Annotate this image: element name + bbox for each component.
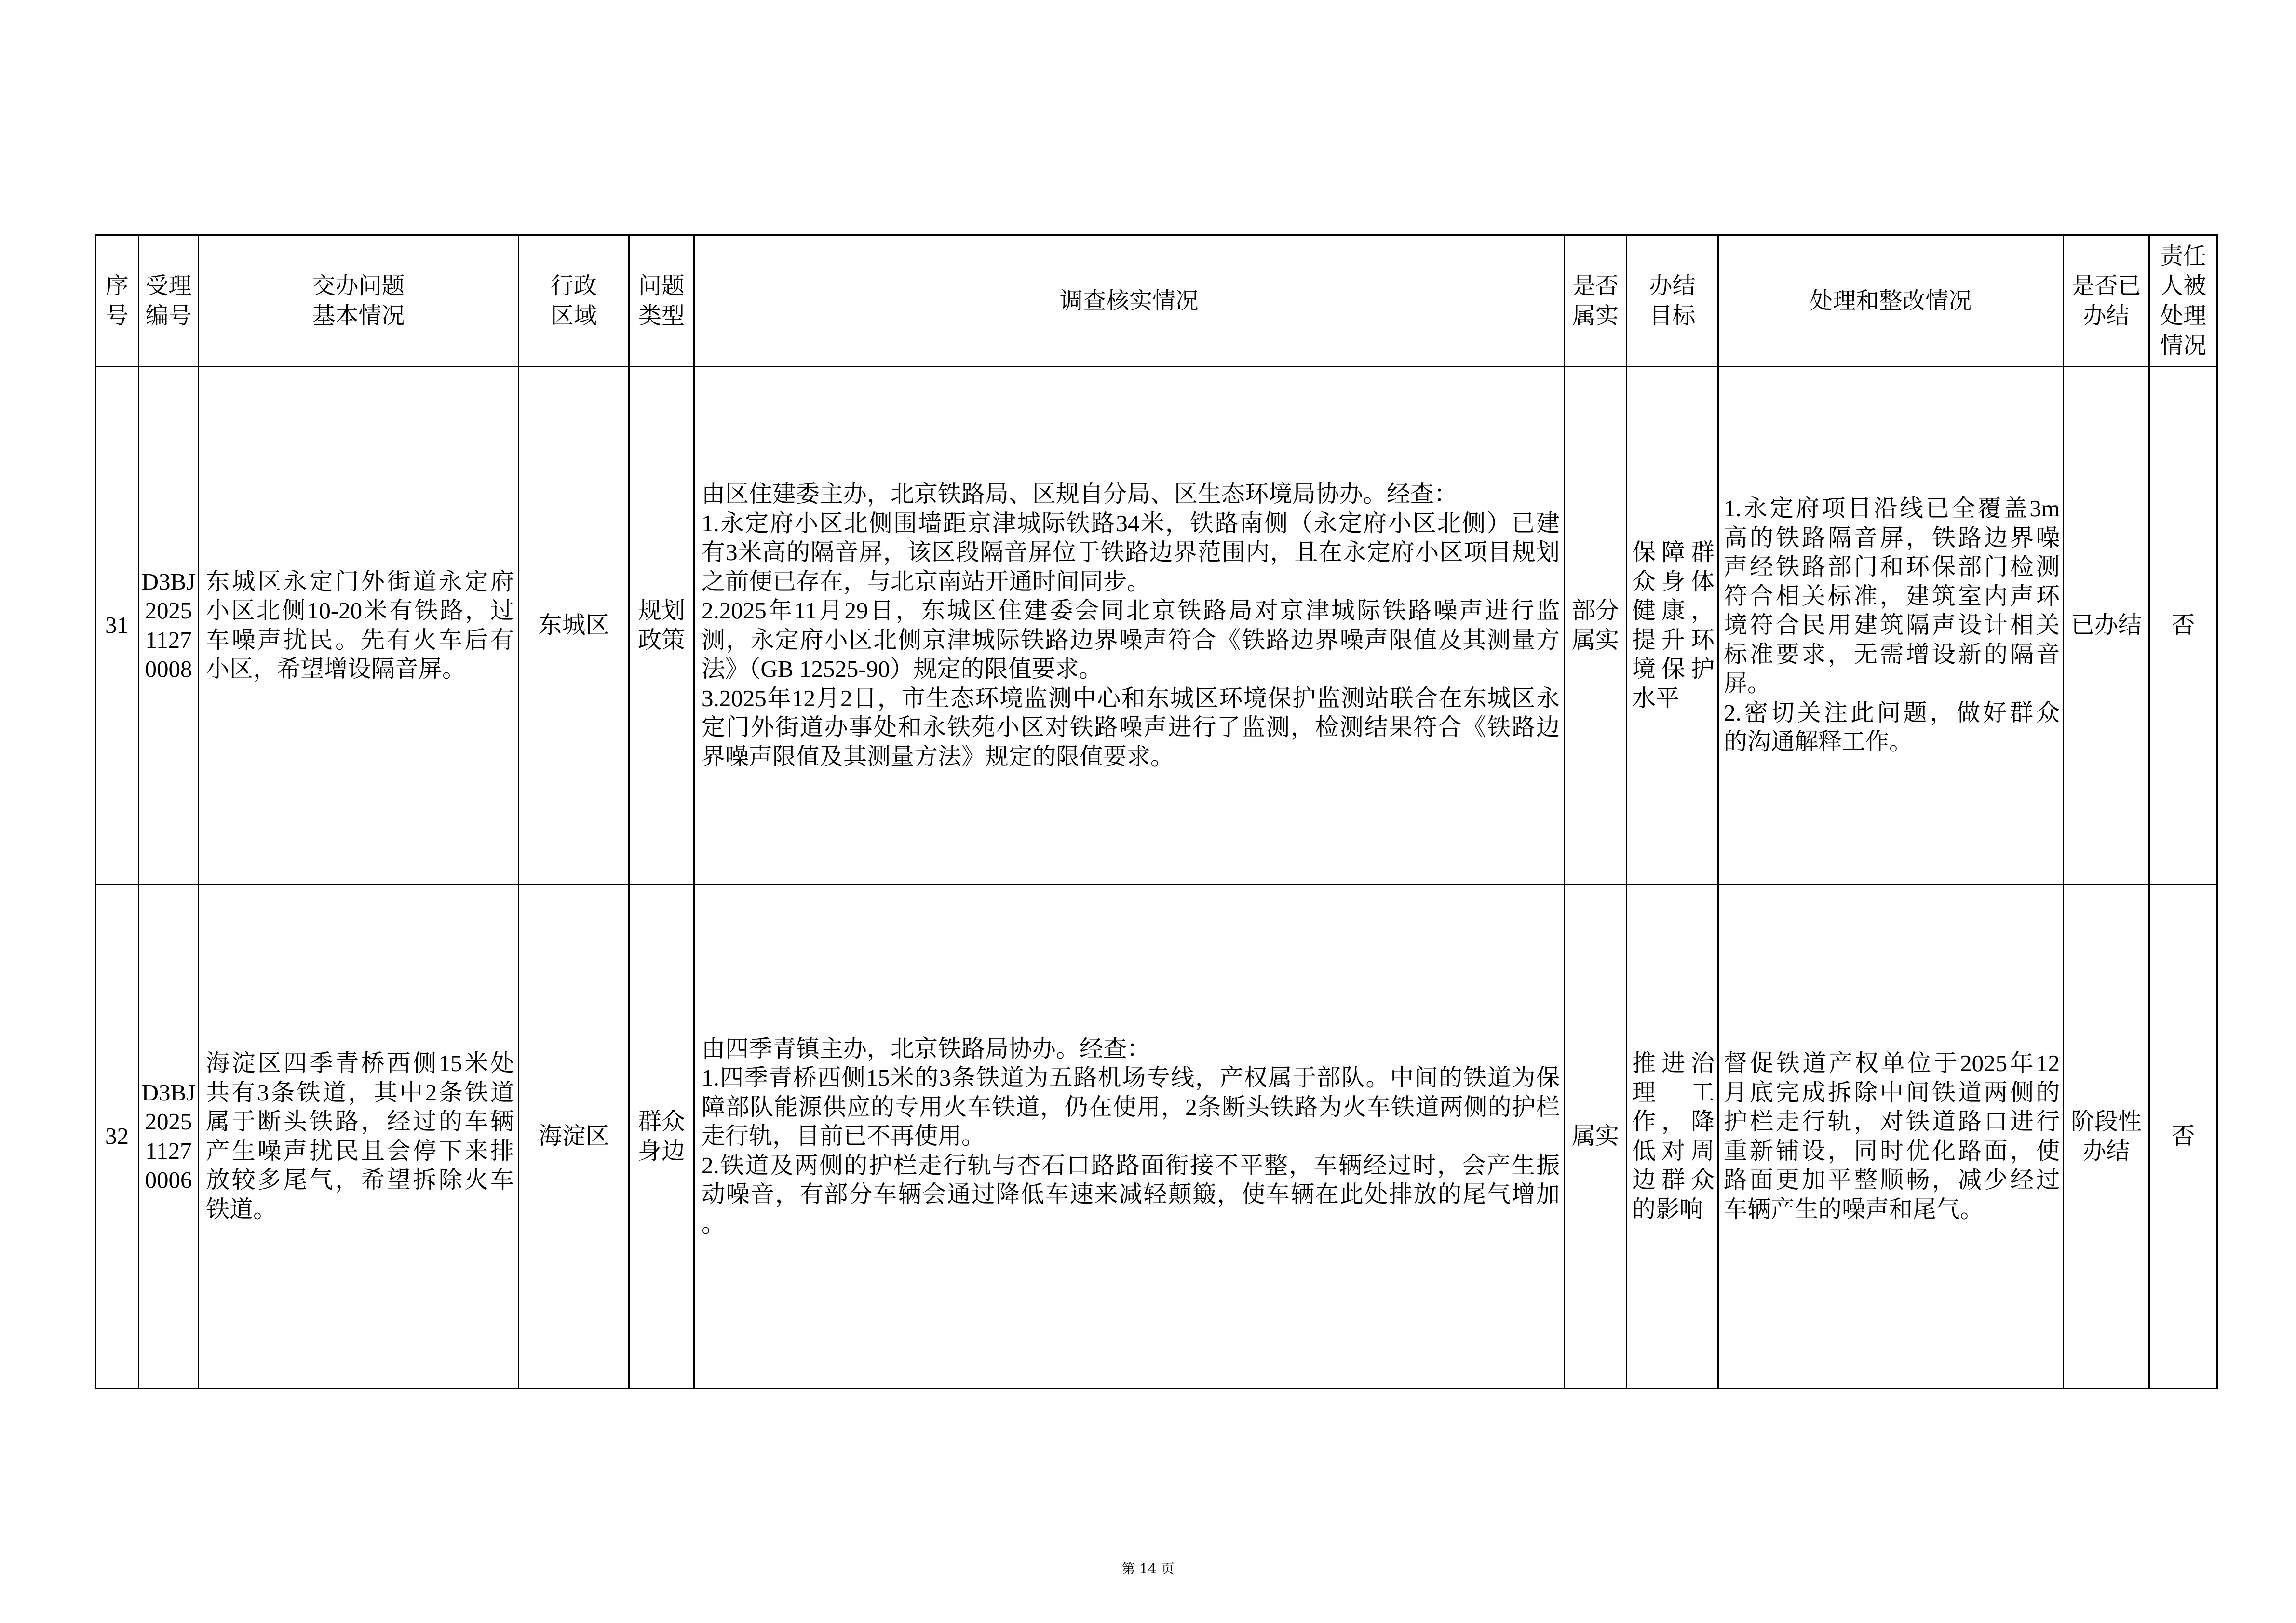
text-line: 2.密切关注此问题，做好群众 <box>1724 699 2060 726</box>
text-line: 否 <box>2171 612 2195 639</box>
cell-handling <box>1718 367 2064 885</box>
text-line: 海淀区四季青桥西侧15米处 <box>206 1050 514 1076</box>
cell-case-id <box>139 367 199 885</box>
text-line: 护栏走行轨，对铁道路口进行 <box>1724 1108 2060 1135</box>
text-line: 2025 <box>145 1108 192 1135</box>
text-line: 共有3条铁道，其中2条铁道 <box>206 1079 514 1106</box>
header-seq <box>95 235 139 367</box>
text-line: 高的铁路隔音屏，铁路边界噪 <box>1724 524 2060 551</box>
text-line: 之前便已存在，与北京南站开通时间同步。 <box>702 568 1151 595</box>
header-text: 责任 <box>2160 242 2206 269</box>
text-line: 1.永定府小区北侧围墙距京津城际铁路34米，铁路南侧（永定府小区北侧）已建 <box>702 510 1560 537</box>
header-text: 是否已 <box>2071 272 2141 299</box>
header-text: 问题 <box>638 272 685 299</box>
header-verified <box>1565 235 1627 367</box>
text-line: 作，降 <box>1632 1108 1715 1135</box>
text-line: 阶段性 <box>2070 1108 2142 1135</box>
text-line: 月底完成拆除中间铁道两侧的 <box>1724 1079 2060 1106</box>
text-line: 法》（GB 12525-90）规定的限值要求。 <box>702 656 1103 682</box>
cell-seq <box>95 367 139 885</box>
header-text: 调查核实情况 <box>1059 287 1199 314</box>
header-text: 办结 <box>2083 302 2130 329</box>
header-closed-status <box>2064 235 2149 367</box>
text-line: 保障群 <box>1632 539 1715 565</box>
header-text: 受理 <box>145 272 192 299</box>
text-line: 督促铁道产权单位于2025年12 <box>1724 1050 2060 1076</box>
text-line: D3BJ <box>141 1079 196 1106</box>
header-resolution-goal <box>1627 235 1718 367</box>
text-line: 放较多尾气，希望拆除火车 <box>206 1167 514 1193</box>
text-line: 属于断头铁路，经过的车辆 <box>206 1108 514 1135</box>
header-district <box>519 235 629 367</box>
text-line: 低对周 <box>1632 1137 1715 1164</box>
text-line: 2025 <box>145 597 192 624</box>
header-text: 编号 <box>145 302 192 329</box>
text-line: 众身体 <box>1632 568 1715 595</box>
cell-seq <box>95 885 139 1389</box>
cell-accountability <box>2149 885 2217 1389</box>
cell-verified <box>1565 367 1627 885</box>
text-line: 小区北侧10-20米有铁路，过 <box>206 597 514 624</box>
text-line: 东城区永定门外街道永定府 <box>206 568 514 595</box>
text-line: 境保护 <box>1632 656 1715 682</box>
text-line: 31 <box>105 612 129 639</box>
table-row <box>95 885 2217 1389</box>
text-line: 32 <box>105 1123 129 1150</box>
text-line: 的沟通解释工作。 <box>1724 728 1913 755</box>
text-line: D3BJ <box>141 568 196 595</box>
text-line: 部分 <box>1571 597 1619 624</box>
header-handling <box>1718 235 2064 367</box>
text-line: 由四季青镇主办，北京铁路局协办。经查： <box>702 1035 1151 1062</box>
text-line: 0006 <box>145 1167 192 1193</box>
header-text: 交办问题 <box>312 272 405 299</box>
header-text: 处理和整改情况 <box>1810 287 1972 314</box>
header-issue-type <box>629 235 694 367</box>
text-line: 有3米高的隔音屏，该区段隔音屏位于铁路边界范围内，且在永定府小区项目规划 <box>702 539 1560 565</box>
text-line: 身边 <box>637 1137 685 1164</box>
cell-closed-status <box>2064 367 2149 885</box>
cell-investigation <box>694 367 1565 885</box>
text-line: 重新铺设，同时优化路面，使 <box>1724 1137 2060 1164</box>
header-text: 号 <box>105 302 129 329</box>
header-text: 类型 <box>638 302 685 329</box>
cell-investigation <box>694 885 1565 1389</box>
text-line: 标准要求，无需增设新的隔音 <box>1724 641 2060 668</box>
text-line: 健康， <box>1632 597 1715 624</box>
table-row <box>95 367 2217 885</box>
text-line: 的影响 <box>1632 1195 1703 1222</box>
header-issue-description <box>199 235 519 367</box>
text-line: 办结 <box>2082 1137 2130 1164</box>
text-line: 符合相关标准，建筑室内声环 <box>1724 582 2060 609</box>
text-line: 1.永定府项目沿线已全覆盖3m <box>1724 495 2060 522</box>
header-accountability <box>2149 235 2217 367</box>
text-line: 属实 <box>1571 626 1619 653</box>
text-line: 海淀区 <box>538 1123 609 1150</box>
text-line: 2.2025年11月29日，东城区住建委会同北京铁路局对京津城际铁路噪声进行监 <box>702 597 1560 624</box>
text-line: 由区住建委主办，北京铁路局、区规自分局、区生态环境局协办。经查： <box>702 481 1458 507</box>
text-line: 1127 <box>145 1137 192 1164</box>
text-line: 推进治 <box>1632 1050 1715 1076</box>
header-text: 基本情况 <box>312 302 405 329</box>
case-table <box>95 234 2218 1389</box>
text-line: 路面更加平整顺畅，减少经过 <box>1724 1167 2060 1193</box>
cell-handling <box>1718 885 2064 1389</box>
page-number: 第 14 页 <box>1121 1561 1175 1577</box>
text-line: 1127 <box>145 626 192 653</box>
page-footer <box>0 1560 2296 1578</box>
header-text: 目标 <box>1649 302 1696 329</box>
table-header-row <box>95 235 2217 367</box>
cell-issue-type <box>629 885 694 1389</box>
text-line: 测，永定府小区北侧京津城际铁路边界噪声符合《铁路边界噪声限值及其测量方 <box>702 626 1560 653</box>
cell-accountability <box>2149 367 2217 885</box>
text-line: 水平 <box>1632 684 1680 711</box>
text-line: 车辆产生的噪声和尾气。 <box>1724 1195 1984 1222</box>
text-line: 规划 <box>637 597 685 624</box>
header-text: 处理 <box>2160 302 2206 329</box>
header-text: 区域 <box>550 302 597 329</box>
cell-verified <box>1565 885 1627 1389</box>
cell-closed-status <box>2064 885 2149 1389</box>
header-text: 办结 <box>1649 272 1696 299</box>
header-case-id <box>139 235 199 367</box>
text-line: 边群众 <box>1632 1167 1715 1193</box>
text-line: 产生噪声扰民且会停下来排 <box>206 1137 514 1164</box>
text-line: 动噪音，有部分车辆会通过降低车速来减轻颠簸，使车辆在此处排放的尾气增加 <box>702 1181 1560 1208</box>
text-line: 定门外街道办事处和永铁苑小区对铁路噪声进行了监测，检测结果符合《铁路边 <box>702 714 1560 740</box>
text-line: 障部队能源供应的专用火车铁道，仍在使用，2条断头铁路为火车铁道两侧的护栏 <box>702 1093 1560 1120</box>
text-line: 车噪声扰民。先有火车后有 <box>206 626 514 653</box>
cell-case-id <box>139 885 199 1389</box>
text-line: 屏。 <box>1724 670 1771 697</box>
text-line: 界噪声限值及其测量方法》规定的限值要求。 <box>702 743 1175 770</box>
text-line: 声经铁路部门和环保部门检测 <box>1724 553 2060 580</box>
text-line: 属实 <box>1571 1123 1619 1150</box>
text-line: 政策 <box>637 626 685 653</box>
text-line: 铁道。 <box>206 1195 277 1222</box>
cell-issue-description <box>199 367 519 885</box>
text-line: 已办结 <box>2070 612 2142 639</box>
cell-issue-type <box>629 367 694 885</box>
text-line: 走行轨，目前已不再使用。 <box>702 1123 986 1150</box>
text-line: 理工 <box>1632 1079 1715 1106</box>
header-text: 情况 <box>2160 332 2206 359</box>
text-line: 0008 <box>145 656 192 682</box>
text-line: 提升环 <box>1632 626 1715 653</box>
header-text: 序 <box>105 272 129 299</box>
cell-issue-description <box>199 885 519 1389</box>
header-text: 属实 <box>1572 302 1619 329</box>
cell-district <box>519 885 629 1389</box>
text-line: 境符合民用建筑隔声设计相关 <box>1724 612 2060 639</box>
header-text: 人被 <box>2160 272 2206 299</box>
text-line: 否 <box>2171 1123 2195 1150</box>
text-line: 3.2025年12月2日，市生态环境监测中心和东城区环境保护监测站联合在东城区永 <box>702 684 1560 711</box>
text-line: 东城区 <box>538 612 609 639</box>
header-text: 行政 <box>550 272 597 299</box>
cell-resolution-goal <box>1627 885 1718 1389</box>
cell-district <box>519 367 629 885</box>
header-text: 是否 <box>1572 272 1619 299</box>
header-investigation <box>694 235 1565 367</box>
text-line: 。 <box>702 1210 726 1237</box>
text-line: 2.铁道及两侧的护栏走行轨与杏石口路路面衔接不平整，车辆经过时，会产生振 <box>702 1152 1560 1179</box>
cell-resolution-goal <box>1627 367 1718 885</box>
text-line: 1.四季青桥西侧15米的3条铁道为五路机场专线，产权属于部队。中间的铁道为保 <box>702 1064 1560 1091</box>
text-line: 群众 <box>637 1108 685 1135</box>
text-line: 小区，希望增设隔音屏。 <box>206 656 466 682</box>
